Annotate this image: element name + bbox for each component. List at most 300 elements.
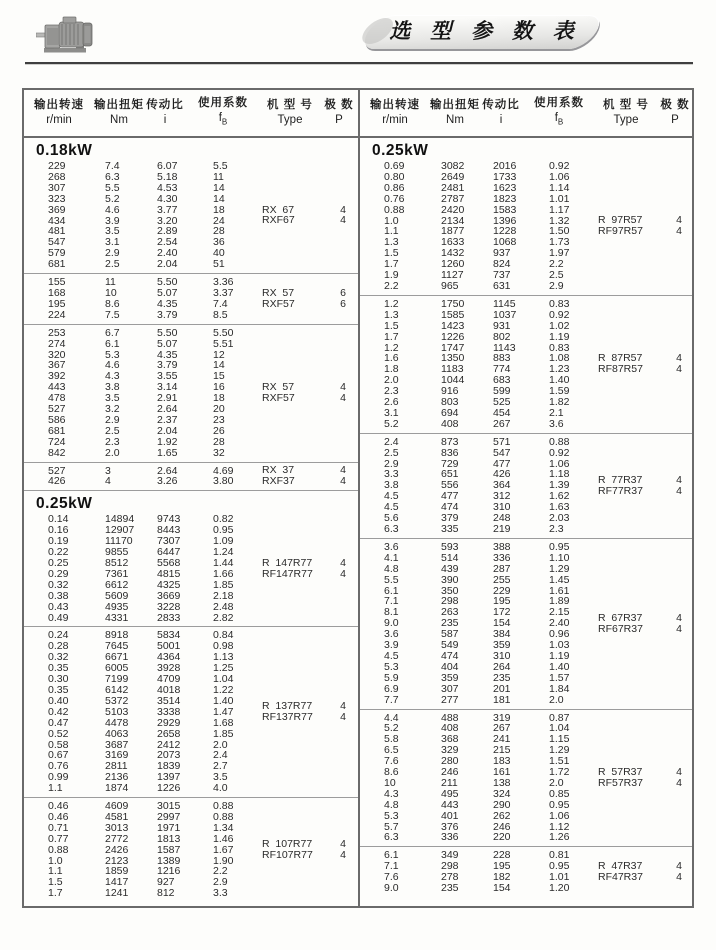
cell-torque: 4: [105, 475, 111, 488]
model-type-label: R 77R37: [598, 473, 643, 486]
table-block: [360, 295, 692, 433]
cell-torque: 443: [441, 798, 459, 811]
pole-count-label: 4: [340, 700, 346, 713]
cell-torque: 2134: [441, 214, 465, 227]
cell-ratio: 2.91: [157, 392, 178, 405]
cell-speed: 1.0: [384, 214, 399, 227]
cell-ratio: 183: [493, 755, 511, 768]
cell-factor: 2.0: [213, 738, 228, 751]
cell-torque: 8918: [105, 629, 129, 642]
pole-count-label: 4: [676, 352, 682, 365]
cell-ratio: 195: [493, 860, 511, 873]
cell-ratio: 4.35: [157, 348, 178, 361]
cell-ratio: 267: [493, 722, 511, 735]
table-row: [24, 740, 358, 751]
cell-speed: 0.49: [48, 611, 69, 624]
cell-speed: 3.9: [384, 639, 399, 652]
cell-factor: 4.0: [213, 782, 228, 795]
cell-factor: 20: [213, 403, 225, 416]
cell-torque: 11: [105, 276, 116, 289]
cell-ratio: 1.92: [157, 435, 178, 448]
cell-factor: 1.34: [213, 821, 234, 834]
cell-speed: 6.3: [384, 831, 399, 844]
cell-ratio: 161: [493, 766, 511, 779]
cell-torque: 7.4: [105, 160, 120, 172]
cell-torque: 1241: [105, 887, 129, 900]
table-row: [360, 205, 692, 216]
cell-ratio: 1587: [157, 843, 181, 856]
cell-speed: 2.4: [384, 435, 399, 448]
model-type-label: RX 57: [262, 286, 295, 299]
type-pole-labels: [598, 216, 692, 238]
table-row: [360, 850, 692, 861]
cell-factor: 0.82: [213, 513, 234, 526]
cell-speed: 443: [48, 381, 66, 394]
cell-torque: 1423: [441, 319, 465, 332]
cell-speed: 0.32: [48, 651, 69, 664]
pole-count-label: 4: [340, 381, 346, 394]
cell-factor: 1.13: [213, 651, 234, 664]
cell-factor: 23: [213, 413, 225, 426]
cell-factor: 2.9: [549, 279, 564, 292]
cell-torque: 277: [441, 693, 459, 706]
cell-ratio: 384: [493, 628, 511, 641]
cell-factor: 0.95: [549, 540, 570, 553]
cell-speed: 7.6: [384, 755, 399, 768]
table-row: [24, 426, 358, 437]
cell-speed: 4.8: [384, 798, 399, 811]
cell-factor: 14: [213, 181, 225, 194]
pole-count-label: 4: [340, 711, 346, 724]
table-row: [360, 745, 692, 756]
table-block: [360, 138, 692, 295]
cell-factor: 1.40: [549, 374, 570, 387]
cell-speed: 7.1: [384, 860, 399, 873]
cell-speed: 2.9: [384, 457, 399, 470]
cell-factor: 2.2: [213, 865, 228, 878]
model-type-label: RX 67: [262, 203, 295, 216]
cell-ratio: 3.77: [157, 203, 178, 216]
cell-torque: 2420: [441, 203, 465, 216]
cell-ratio: 937: [493, 247, 511, 260]
model-type-label: RXF37: [262, 475, 295, 488]
cell-speed: 1.3: [384, 236, 399, 249]
cell-speed: 0.32: [48, 578, 69, 591]
cell-factor: 0.83: [549, 297, 570, 310]
table-row: [360, 397, 692, 408]
cell-torque: 2.0: [105, 446, 120, 459]
cell-torque: 2649: [441, 170, 465, 183]
cell-ratio: 4.35: [157, 297, 178, 310]
cell-factor: 1.17: [549, 203, 570, 216]
cell-speed: 1.9: [384, 269, 399, 282]
cell-ratio: 154: [493, 617, 511, 630]
cell-torque: 474: [441, 501, 459, 514]
cell-speed: 527: [48, 403, 66, 416]
cell-factor: 2.1: [549, 406, 564, 419]
cell-speed: 6.5: [384, 744, 399, 757]
cell-factor: 1.44: [213, 557, 234, 569]
table-row: [360, 564, 692, 575]
cell-factor: 14: [213, 192, 225, 205]
cell-factor: 1.50: [549, 225, 570, 238]
power-section-label: 0.25kW: [372, 142, 429, 159]
pole-count-label: 4: [340, 838, 346, 851]
cell-torque: 7645: [105, 640, 129, 653]
table-row: [360, 513, 692, 524]
cell-factor: 1.20: [549, 882, 570, 895]
table-row: [360, 448, 692, 459]
cell-ratio: 195: [493, 595, 511, 608]
cell-torque: 1127: [441, 269, 464, 282]
cell-factor: 1.89: [549, 595, 570, 608]
cell-factor: 1.29: [549, 562, 570, 575]
cell-ratio: 931: [493, 319, 511, 332]
cell-ratio: 5834: [157, 629, 181, 642]
cell-speed: 0.88: [48, 843, 69, 856]
cell-ratio: 883: [493, 352, 511, 365]
cell-speed: 0.76: [384, 192, 405, 205]
cell-factor: 3.5: [213, 771, 228, 784]
cell-factor: 1.62: [549, 490, 570, 503]
table-row: [24, 674, 358, 685]
cell-torque: 4.6: [105, 203, 120, 216]
cell-ratio: 312: [493, 490, 511, 503]
table-row: [24, 801, 358, 812]
cell-torque: 3.5: [105, 392, 120, 405]
cell-factor: 32: [213, 446, 225, 459]
cell-torque: 6005: [105, 662, 129, 675]
cell-factor: 1.90: [213, 854, 234, 867]
cell-torque: 439: [441, 562, 459, 575]
cell-torque: 1859: [105, 865, 129, 878]
type-pole-labels: [262, 701, 358, 723]
type-pole-labels: [598, 475, 692, 497]
cell-ratio: 154: [493, 882, 511, 895]
cell-factor: 0.83: [549, 341, 570, 354]
table-row: [360, 832, 692, 843]
cell-torque: 2481: [441, 181, 465, 194]
cell-speed: 6.9: [384, 682, 399, 695]
cell-ratio: 4815: [157, 567, 181, 580]
cell-factor: 1.72: [549, 766, 570, 779]
cell-factor: 3.3: [213, 887, 228, 900]
cell-factor: 1.97: [549, 247, 570, 260]
cell-factor: 1.59: [549, 385, 570, 398]
cell-speed: 0.52: [48, 727, 69, 740]
cell-torque: 246: [441, 766, 459, 779]
table-row: [360, 502, 692, 513]
cell-ratio: 1813: [157, 832, 181, 845]
table-row: [24, 888, 358, 899]
cell-torque: 7.5: [105, 308, 120, 321]
cell-factor: 1.10: [549, 551, 570, 564]
cell-speed: 0.86: [384, 181, 405, 194]
cell-torque: 3.9: [105, 214, 120, 227]
table-row: [24, 360, 358, 371]
cell-factor: 2.82: [213, 611, 234, 624]
cell-speed: 0.69: [384, 160, 405, 172]
table-row: [24, 866, 358, 877]
cell-torque: 376: [441, 820, 459, 833]
cell-speed: 3.6: [384, 628, 399, 641]
cell-torque: 3.8: [105, 381, 120, 394]
table-row: [24, 602, 358, 613]
cell-torque: 10: [105, 286, 117, 299]
cell-speed: 4.5: [384, 501, 399, 514]
cell-ratio: 255: [493, 573, 511, 586]
cell-speed: 1.7: [384, 330, 399, 343]
cell-factor: 26: [213, 424, 225, 437]
table-block: [360, 433, 692, 538]
cell-torque: 836: [441, 446, 459, 459]
header-model-type: 机 型 号 Type: [267, 99, 313, 126]
cell-ratio: 5.50: [157, 326, 178, 339]
cell-speed: 0.99: [48, 771, 69, 784]
cell-ratio: 2.04: [157, 258, 178, 271]
cell-ratio: 138: [493, 776, 511, 789]
table-right-column: [358, 90, 692, 906]
cell-ratio: 181: [493, 693, 511, 706]
cell-ratio: 1389: [157, 854, 181, 867]
cell-torque: 404: [441, 660, 459, 673]
cell-ratio: 324: [493, 787, 511, 800]
table-row: [24, 161, 358, 172]
cell-factor: 2.9: [213, 876, 228, 889]
table-left-column: [24, 90, 358, 906]
cell-torque: 263: [441, 606, 459, 619]
table-row: [360, 270, 692, 281]
cell-ratio: 477: [493, 457, 511, 470]
table-row: [360, 542, 692, 553]
cell-speed: 6.3: [384, 523, 399, 535]
cell-speed: 5.9: [384, 671, 399, 684]
pole-count-label: 4: [676, 611, 682, 624]
column-header: [24, 90, 358, 138]
cell-factor: 1.25: [213, 662, 234, 675]
cell-factor: 40: [213, 247, 225, 260]
cell-factor: 11: [213, 170, 224, 183]
cell-ratio: 359: [493, 639, 511, 652]
cell-speed: 3.3: [384, 468, 399, 481]
cell-ratio: 2997: [157, 810, 181, 823]
table-block: [24, 490, 358, 626]
cell-factor: 5.50: [213, 326, 234, 339]
cell-torque: 401: [441, 809, 459, 822]
cell-speed: 681: [48, 258, 66, 271]
cell-torque: 6.7: [105, 326, 120, 339]
cell-torque: 3: [105, 464, 111, 477]
cell-speed: 5.3: [384, 660, 399, 673]
cell-factor: 1.32: [549, 214, 570, 227]
cell-speed: 155: [48, 276, 66, 289]
cell-torque: 873: [441, 435, 459, 448]
cell-speed: 1.1: [48, 865, 63, 878]
cell-ratio: 290: [493, 798, 511, 811]
table-block: [360, 538, 692, 709]
cell-factor: 1.14: [549, 181, 570, 194]
cell-ratio: 3928: [157, 662, 181, 675]
header-poles: 极 数 P: [324, 99, 354, 126]
table-blocks-left: [24, 138, 358, 906]
model-type-label: RF147R77: [262, 567, 313, 580]
cell-speed: 6.1: [384, 849, 399, 862]
cell-torque: 6671: [105, 651, 129, 664]
cell-factor: 1.19: [549, 330, 570, 343]
table-row: [360, 419, 692, 430]
cell-torque: 3.1: [105, 236, 120, 249]
cell-torque: 2426: [105, 843, 129, 856]
cell-factor: 14: [213, 359, 225, 372]
cell-ratio: 4709: [157, 673, 181, 686]
cell-factor: 1.85: [213, 727, 234, 740]
header-poles: 极 数 P: [660, 99, 690, 126]
pole-count-label: 4: [676, 622, 682, 635]
cell-torque: 4581: [105, 810, 129, 823]
cell-factor: 1.63: [549, 501, 570, 514]
header-model-type: 机 型 号 Type: [603, 99, 649, 126]
cell-speed: 5.3: [384, 809, 399, 822]
cell-torque: 6.1: [105, 337, 120, 350]
model-type-label: RF57R37: [598, 776, 643, 789]
cell-speed: 0.42: [48, 705, 69, 718]
cell-speed: 9.0: [384, 617, 399, 630]
cell-factor: 2.3: [549, 523, 564, 535]
cell-ratio: 3.14: [157, 381, 178, 394]
cell-factor: 2.4: [213, 749, 228, 762]
cell-speed: 2.5: [384, 446, 399, 459]
pole-count-label: 4: [340, 567, 346, 580]
cell-speed: 0.25: [48, 557, 69, 569]
cell-factor: 0.92: [549, 160, 570, 172]
cell-speed: 1.5: [384, 247, 399, 260]
cell-factor: 18: [213, 392, 225, 405]
table-row: [24, 663, 358, 674]
cell-factor: 1.66: [213, 567, 234, 580]
table-row: [24, 277, 358, 288]
cell-torque: 278: [441, 871, 459, 884]
cell-ratio: 1971: [157, 821, 181, 834]
table-row: [360, 640, 692, 651]
cell-torque: 1226: [441, 330, 465, 343]
cell-speed: 1.2: [384, 341, 399, 354]
cell-speed: 5.7: [384, 820, 399, 833]
table-block: [360, 709, 692, 847]
table-row: [24, 580, 358, 591]
cell-torque: 5.3: [105, 348, 120, 361]
cell-factor: 0.88: [549, 435, 570, 448]
cell-ratio: 2.40: [157, 247, 178, 260]
cell-factor: 4.69: [213, 464, 234, 477]
cell-torque: 2772: [105, 832, 129, 845]
table-row: [24, 226, 358, 237]
cell-factor: 1.46: [213, 832, 234, 845]
table-row: [360, 386, 692, 397]
cell-ratio: 1583: [493, 203, 517, 216]
cell-speed: 10: [384, 776, 396, 789]
cell-factor: 1.85: [213, 578, 234, 591]
cell-speed: 1.1: [48, 782, 63, 795]
cell-torque: 408: [441, 722, 459, 735]
table-block: [24, 273, 358, 324]
cell-factor: 0.98: [213, 640, 234, 653]
cell-speed: 0.29: [48, 567, 69, 580]
cell-ratio: 248: [493, 512, 511, 525]
pole-count-label: 4: [676, 860, 682, 873]
cell-ratio: 241: [493, 733, 511, 746]
cell-ratio: 774: [493, 363, 511, 376]
cell-factor: 0.96: [549, 628, 570, 641]
model-type-label: R 47R37: [598, 860, 643, 873]
cell-speed: 2.2: [384, 279, 399, 292]
cell-factor: 1.03: [549, 639, 570, 652]
cell-factor: 1.82: [549, 396, 570, 409]
cell-torque: 1260: [441, 258, 465, 271]
cell-ratio: 547: [493, 446, 511, 459]
cell-ratio: 3669: [157, 589, 181, 602]
cell-factor: 28: [213, 225, 225, 238]
cell-speed: 229: [48, 160, 66, 172]
cell-factor: 1.19: [549, 649, 570, 662]
cell-torque: 488: [441, 711, 459, 724]
pole-count-label: 4: [676, 871, 682, 884]
table-row: [360, 161, 692, 172]
cell-speed: 1.8: [384, 363, 399, 376]
cell-ratio: 631: [493, 279, 511, 292]
table-row: [360, 723, 692, 734]
selection-parameter-table: [22, 88, 694, 908]
table-row: [24, 339, 358, 350]
table-block: [24, 626, 358, 797]
cell-factor: 1.51: [549, 755, 570, 768]
cell-ratio: 1037: [493, 308, 517, 321]
cell-torque: 4331: [105, 611, 129, 624]
cell-factor: 1.47: [213, 705, 234, 718]
cell-speed: 2.0: [384, 374, 399, 387]
cell-torque: 2787: [441, 192, 465, 205]
cell-ratio: 426: [493, 468, 511, 481]
cell-factor: 36: [213, 236, 225, 249]
cell-factor: 5.51: [213, 337, 234, 350]
cell-ratio: 454: [493, 406, 511, 419]
cell-speed: 168: [48, 286, 66, 299]
table-row: [24, 772, 358, 783]
cell-torque: 5372: [105, 694, 129, 707]
cell-speed: 481: [48, 225, 66, 238]
table-row: [24, 448, 358, 459]
model-type-label: RX 57: [262, 381, 295, 394]
table-row: [24, 761, 358, 772]
table-row: [24, 685, 358, 696]
cell-torque: 298: [441, 860, 459, 873]
header-ratio: 传动比 i: [146, 99, 184, 126]
cell-speed: 1.3: [384, 308, 399, 321]
cell-torque: 335: [441, 523, 459, 535]
table-row: [360, 553, 692, 564]
cell-factor: 0.81: [549, 849, 570, 862]
cell-torque: 379: [441, 512, 459, 525]
table-row: [360, 321, 692, 332]
cell-factor: 3.80: [213, 475, 234, 488]
cell-ratio: 3.26: [157, 475, 178, 488]
cell-ratio: 1733: [493, 170, 517, 183]
cell-ratio: 5.07: [157, 337, 178, 350]
cell-speed: 3.6: [384, 540, 399, 553]
cell-ratio: 2412: [157, 738, 181, 751]
cell-speed: 1.7: [48, 887, 63, 900]
cell-ratio: 2073: [157, 749, 181, 762]
cell-ratio: 3338: [157, 705, 181, 718]
